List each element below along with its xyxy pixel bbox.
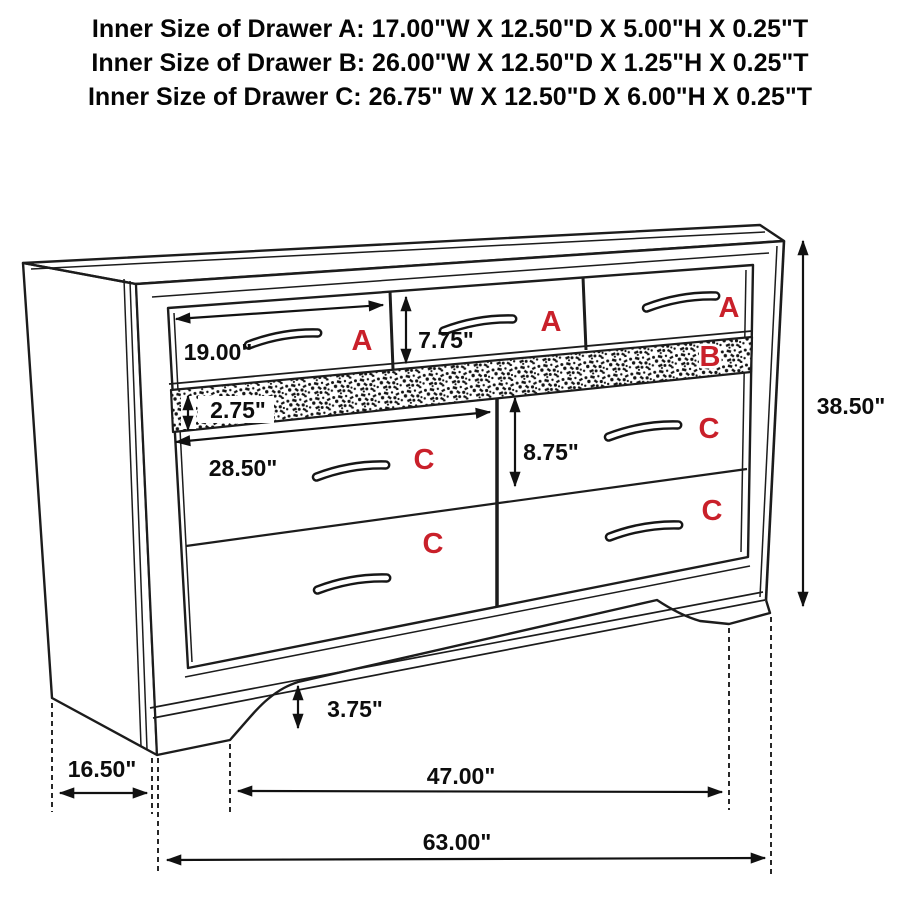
dim-arrow-overall-width: [167, 858, 765, 860]
dim-label-drawer-a-width: 19.00": [183, 339, 253, 365]
dim-label-drawer-c-width: 28.50": [208, 455, 278, 481]
drawer-a1-label: A: [351, 325, 373, 357]
dim-label-side-depth: 16.50": [67, 756, 137, 782]
dresser-side-panel: [23, 263, 157, 755]
drawer-c-bottom-right-label: C: [701, 495, 723, 527]
drawer-b-size-line: Inner Size of Drawer B: 26.00"W X 12.50"D X 1.25"H X 0.25"T: [91, 49, 809, 77]
dim-label-inner-feet-span: 47.00": [426, 763, 496, 789]
dim-label-leg-height: 3.75": [327, 696, 383, 722]
dim-label-drawer-a-height: 7.75": [418, 327, 474, 353]
drawer-b-label: B: [699, 341, 721, 373]
drawer-c-bottom-left-label: C: [422, 528, 444, 560]
drawer-c-top-right-label: C: [698, 413, 720, 445]
drawer-c-top-left-label: C: [413, 444, 435, 476]
drawer-a3-label: A: [718, 292, 740, 324]
drawer-a-size-line: Inner Size of Drawer A: 17.00"W X 12.50"D X 5.00"H X 0.25"T: [91, 15, 809, 43]
dim-arrow-inner-feet-span: [238, 791, 722, 792]
dresser-front-face: [136, 241, 784, 755]
dim-label-drawer-c-height: 8.75": [523, 439, 579, 465]
dim-label-overall-height: 38.50": [816, 393, 886, 419]
dim-label-overall-width: 63.00": [422, 829, 492, 855]
drawer-a2-label: A: [540, 306, 562, 338]
dim-label-accent-strip-height: 2.75": [210, 397, 266, 423]
drawer-c-size-line: Inner Size of Drawer C: 26.75" W X 12.50"D X 6.00"H X 0.25"T: [87, 83, 813, 111]
